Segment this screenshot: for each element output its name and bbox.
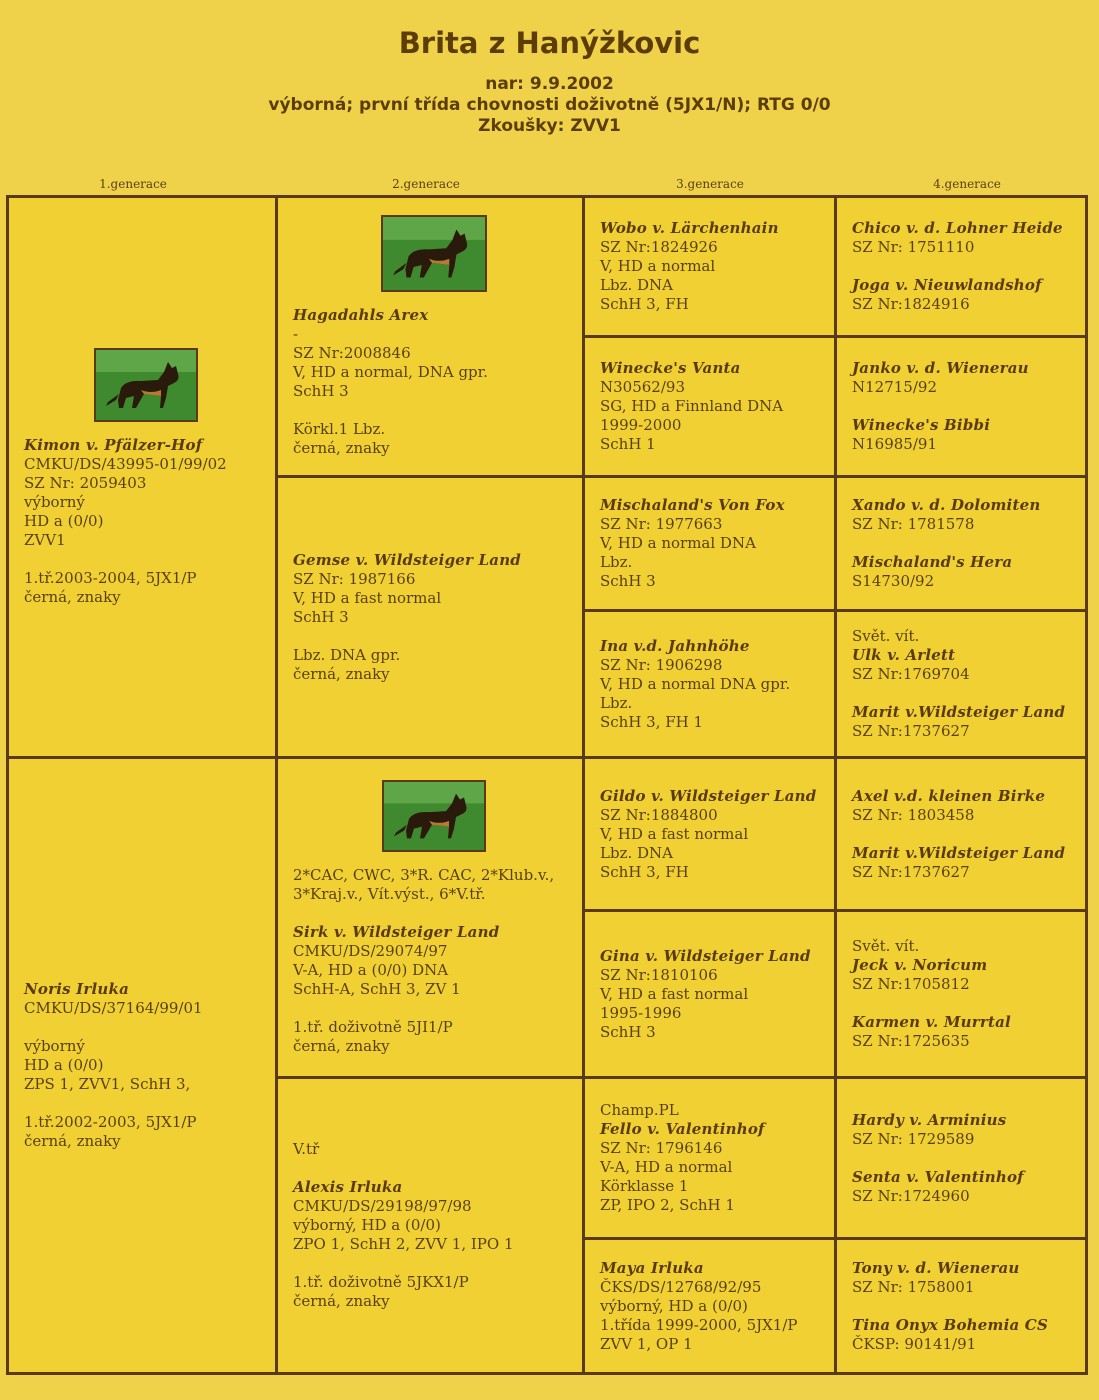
generation-label-4: 4.generace — [933, 177, 1001, 191]
ancestor-title: V.tř — [293, 1140, 320, 1158]
ancestor-detail — [293, 627, 574, 646]
ancestor-cell-g1 — [6, 756, 278, 1375]
ancestor-cell-g2 — [275, 756, 585, 1079]
ancestor-detail: 1.tř.2003-2004, 5JX1/P — [24, 568, 197, 587]
ancestor-detail: CMKU/DS/43995-01/99/02 — [24, 454, 227, 473]
ancestor-detail: V, HD a fast normal — [293, 588, 442, 607]
ancestor-detail: ČKSP: 90141/91 — [852, 1334, 977, 1353]
ancestor-detail: V, HD a normal — [600, 257, 716, 275]
generation-label-3: 3.generace — [676, 177, 744, 191]
ancestor-detail: SchH 3, FH — [600, 295, 689, 313]
spacer — [852, 257, 1077, 276]
ancestor-detail: SchH 3, FH 1 — [600, 712, 704, 731]
ancestor-detail — [24, 1018, 267, 1037]
exams-text: Zkoušky: ZVV1 — [478, 116, 621, 136]
ancestor-cell-g4 — [834, 195, 1088, 338]
ancestor-detail: SchH 3 — [293, 607, 349, 626]
ancestor-name: Gina v. Wildsteiger Land — [600, 946, 811, 965]
ancestor-detail: CMKU/DS/37164/99/01 — [24, 999, 203, 1017]
page-header — [0, 0, 1099, 137]
ancestor-detail: V, HD a normal, DNA gpr. — [293, 363, 488, 381]
ancestor-cell-g2 — [275, 475, 585, 759]
ancestor-detail: S14730/92 — [852, 572, 935, 590]
spacer — [852, 1297, 1077, 1316]
ancestor-name: Mischaland's Hera — [852, 553, 1013, 571]
ancestor-name: Ulk v. Arlett — [852, 646, 956, 664]
ancestor-cell-g4 — [834, 609, 1088, 759]
ancestor-detail: výborný, HD a (0/0) — [600, 1296, 748, 1315]
ancestor-detail: ZVV1 — [24, 530, 66, 549]
ancestor-name: Winecke's Vanta — [600, 359, 741, 377]
ancestor-detail — [24, 1094, 267, 1113]
ancestor-cell-g3 — [582, 756, 837, 912]
ancestor-name: Winecke's Bibbi — [852, 416, 991, 434]
ancestor-detail: SZ Nr:2008846 — [293, 344, 411, 362]
ancestor-detail: Lbz. DNA — [600, 276, 673, 294]
generation-label-1: 1.generace — [99, 177, 167, 191]
ancestor-detail: SZ Nr:1705812 — [852, 975, 970, 993]
ancestor-detail: SZ Nr:1737627 — [852, 862, 970, 881]
ancestor-title: 2*CAC, CWC, 3*R. CAC, 2*Klub.v., — [293, 865, 555, 884]
ancestor-detail: SZ Nr: 1803458 — [852, 805, 975, 824]
ancestor-detail: CMKU/DS/29198/97/98 — [293, 1197, 472, 1215]
ancestor-name: Kimon v. Pfälzer-Hof — [24, 435, 203, 454]
ancestor-cell-g4 — [834, 909, 1088, 1079]
ancestor-detail: ZPS 1, ZVV1, SchH 3, — [24, 1075, 191, 1093]
ancestor-detail: - — [293, 325, 299, 343]
dog-photo-icon — [381, 215, 487, 292]
dog-photo-icon — [94, 348, 198, 422]
ancestor-title: 3*Kraj.v., Vít.výst., 6*V.tř. — [293, 884, 486, 903]
ancestor-cell-g3 — [582, 475, 837, 612]
ancestor-detail: Lbz. — [600, 693, 633, 712]
ancestor-cell-g2 — [275, 195, 585, 478]
ancestor-name: Gemse v. Wildsteiger Land — [293, 550, 521, 569]
spacer — [852, 534, 1077, 553]
ancestor-name: Fello v. Valentinhof — [600, 1120, 765, 1138]
ancestor-title: Svět. vít. — [852, 627, 920, 645]
ancestor-detail: SZ Nr:1725635 — [852, 1032, 970, 1050]
ancestor-detail: černá, znaky — [24, 1132, 121, 1150]
ancestor-detail — [293, 1254, 574, 1273]
rating-text: výborná; první třída chovnosti doživotně (5JX1/N); RTG 0/0 — [268, 95, 831, 115]
ancestor-detail: V, HD a fast normal — [600, 984, 749, 1003]
generation-label-2: 2.generace — [392, 177, 460, 191]
ancestor-title: Svět. vít. — [852, 937, 920, 955]
ancestor-name: Marit v.Wildsteiger Land — [852, 843, 1066, 862]
ancestor-detail: 1.tř. doživotně 5JKX1/P — [293, 1273, 469, 1291]
ancestor-detail: HD a (0/0) — [24, 1056, 104, 1074]
spacer — [852, 1149, 1077, 1168]
ancestor-name: Mischaland's Von Fox — [600, 496, 785, 514]
ancestor-detail: SchH 3, FH — [600, 862, 689, 881]
ancestor-detail: N30562/93 — [600, 378, 685, 396]
ancestor-cell-g3 — [582, 909, 837, 1079]
ancestor-detail: černá, znaky — [293, 439, 390, 457]
ancestor-cell-g4 — [834, 335, 1088, 478]
ancestor-detail: N16985/91 — [852, 435, 937, 453]
ancestor-detail: černá, znaky — [293, 1292, 390, 1310]
ancestor-detail: SZ Nr: 1751110 — [852, 238, 975, 256]
ancestor-detail: SchH 1 — [600, 435, 656, 453]
ancestor-name: Hagadahls Arex — [293, 306, 429, 324]
ancestor-detail: SZ Nr:1724960 — [852, 1186, 970, 1205]
ancestor-detail: černá, znaky — [24, 587, 121, 606]
ancestor-detail: Körklasse 1 — [600, 1177, 689, 1195]
ancestor-detail: 1.tř. doživotně 5JI1/P — [293, 1017, 453, 1036]
ancestor-detail: SZ Nr:1810106 — [600, 965, 718, 984]
ancestor-title — [293, 1159, 574, 1178]
ancestor-detail — [293, 999, 574, 1018]
ancestor-detail: SchH-A, SchH 3, ZV 1 — [293, 979, 461, 998]
ancestor-cell-g2 — [275, 1076, 585, 1375]
spacer — [852, 397, 1077, 416]
ancestor-detail: Lbz. DNA — [600, 843, 673, 862]
ancestor-name: Karmen v. Murrtal — [852, 1013, 1011, 1031]
ancestor-name: Jeck v. Noricum — [852, 956, 988, 974]
ancestor-detail: V-A, HD a normal — [600, 1158, 733, 1176]
ancestor-detail: 1.tř.2002-2003, 5JX1/P — [24, 1113, 197, 1131]
spacer — [852, 825, 1077, 844]
ancestor-detail: výborný — [24, 1037, 85, 1055]
ancestor-name: Senta v. Valentinhof — [852, 1167, 1024, 1186]
ancestor-name: Chico v. d. Lohner Heide — [852, 219, 1063, 237]
ancestor-detail: SZ Nr:1824916 — [852, 295, 970, 313]
ancestor-detail: N12715/92 — [852, 378, 937, 396]
generation-header-row — [0, 177, 1099, 195]
ancestor-detail: ZPO 1, SchH 2, ZVV 1, IPO 1 — [293, 1235, 514, 1253]
ancestor-title: Champ.PL — [600, 1101, 679, 1119]
ancestor-detail: SZ Nr: 1796146 — [600, 1139, 723, 1157]
ancestor-detail: ČKS/DS/12768/92/95 — [600, 1277, 762, 1296]
ancestor-detail: SZ Nr:1824926 — [600, 238, 718, 256]
ancestor-detail: černá, znaky — [293, 1036, 390, 1055]
ancestor-name: Xando v. d. Dolomiten — [852, 496, 1041, 514]
ancestor-detail: SZ Nr: 2059403 — [24, 473, 147, 492]
ancestor-name: Tina Onyx Bohemia CS — [852, 1315, 1048, 1334]
ancestor-name: Sirk v. Wildsteiger Land — [293, 922, 500, 941]
ancestor-name: Wobo v. Lärchenhain — [600, 219, 779, 237]
ancestor-detail: V, HD a normal DNA — [600, 534, 756, 552]
ancestor-name: Janko v. d. Wienerau — [852, 359, 1029, 377]
ancestor-detail: černá, znaky — [293, 664, 390, 683]
ancestor-detail: V-A, HD a (0/0) DNA — [293, 960, 449, 979]
ancestor-detail: SZ Nr: 1906298 — [600, 655, 723, 674]
ancestor-detail: SchH 3 — [600, 572, 656, 590]
ancestor-detail: Körkl.1 Lbz. — [293, 420, 386, 438]
ancestor-cell-g3 — [582, 1237, 837, 1375]
ancestor-detail: SchH 3 — [293, 382, 349, 400]
ancestor-detail: SchH 3 — [600, 1022, 656, 1041]
ancestor-detail: CMKU/DS/29074/97 — [293, 941, 448, 960]
ancestor-title — [293, 904, 574, 923]
ancestor-detail: SZ Nr:1884800 — [600, 805, 718, 824]
ancestor-name: Hardy v. Arminius — [852, 1110, 1007, 1129]
ancestor-detail: SZ Nr: 1987166 — [293, 569, 416, 588]
dog-photo-icon — [382, 780, 486, 852]
ancestor-detail: SZ Nr: 1758001 — [852, 1277, 975, 1296]
ancestor-name: Noris Irluka — [24, 980, 130, 998]
ancestor-detail: ZVV 1, OP 1 — [600, 1334, 693, 1353]
ancestor-detail: SZ Nr: 1781578 — [852, 515, 975, 533]
ancestor-detail: SZ Nr: 1977663 — [600, 515, 723, 533]
spacer — [852, 684, 1077, 703]
ancestor-name: Alexis Irluka — [293, 1178, 403, 1196]
ancestor-detail — [293, 401, 574, 420]
ancestor-cell-g3 — [582, 609, 837, 759]
ancestor-name: Tony v. d. Wienerau — [852, 1258, 1020, 1277]
spacer — [852, 994, 1077, 1013]
ancestor-name: Marit v.Wildsteiger Land — [852, 703, 1066, 721]
page-title: Brita z Hanýžkovic — [398, 26, 701, 60]
ancestor-cell-g3 — [582, 335, 837, 478]
ancestor-name: Ina v.d. Jahnhöhe — [600, 636, 750, 655]
ancestor-detail: SZ Nr: 1729589 — [852, 1129, 975, 1148]
birth-date: nar: 9.9.2002 — [485, 74, 614, 94]
ancestor-detail: V, HD a fast normal — [600, 824, 749, 843]
ancestor-detail — [24, 550, 267, 569]
ancestor-detail: SG, HD a Finnland DNA — [600, 397, 784, 415]
ancestor-detail: 1995-1996 — [600, 1003, 682, 1022]
ancestor-name: Joga v. Nieuwlandshof — [852, 276, 1042, 294]
ancestor-cell-g4 — [834, 1237, 1088, 1375]
ancestor-detail: výborný — [24, 492, 85, 511]
ancestor-detail: HD a (0/0) — [24, 511, 104, 530]
ancestor-detail: V, HD a normal DNA gpr. — [600, 674, 791, 693]
ancestor-detail: Lbz. DNA gpr. — [293, 645, 401, 664]
ancestor-cell-g1 — [6, 195, 278, 759]
ancestor-cell-g4 — [834, 1076, 1088, 1240]
ancestor-detail: SZ Nr:1769704 — [852, 665, 970, 683]
ancestor-detail: ZP, IPO 2, SchH 1 — [600, 1196, 735, 1214]
ancestor-cell-g4 — [834, 475, 1088, 612]
ancestor-name: Maya Irluka — [600, 1258, 704, 1277]
ancestor-detail: výborný, HD a (0/0) — [293, 1216, 441, 1234]
ancestor-detail: 1999-2000 — [600, 416, 682, 434]
ancestor-detail: Lbz. — [600, 553, 633, 571]
ancestor-name: Axel v.d. kleinen Birke — [852, 786, 1046, 805]
ancestor-cell-g3 — [582, 1076, 837, 1240]
ancestor-detail: 1.třída 1999-2000, 5JX1/P — [600, 1315, 798, 1334]
ancestor-detail: SZ Nr:1737627 — [852, 722, 970, 740]
ancestor-cell-g4 — [834, 756, 1088, 912]
ancestor-name: Gildo v. Wildsteiger Land — [600, 786, 817, 805]
ancestor-cell-g3 — [582, 195, 837, 338]
